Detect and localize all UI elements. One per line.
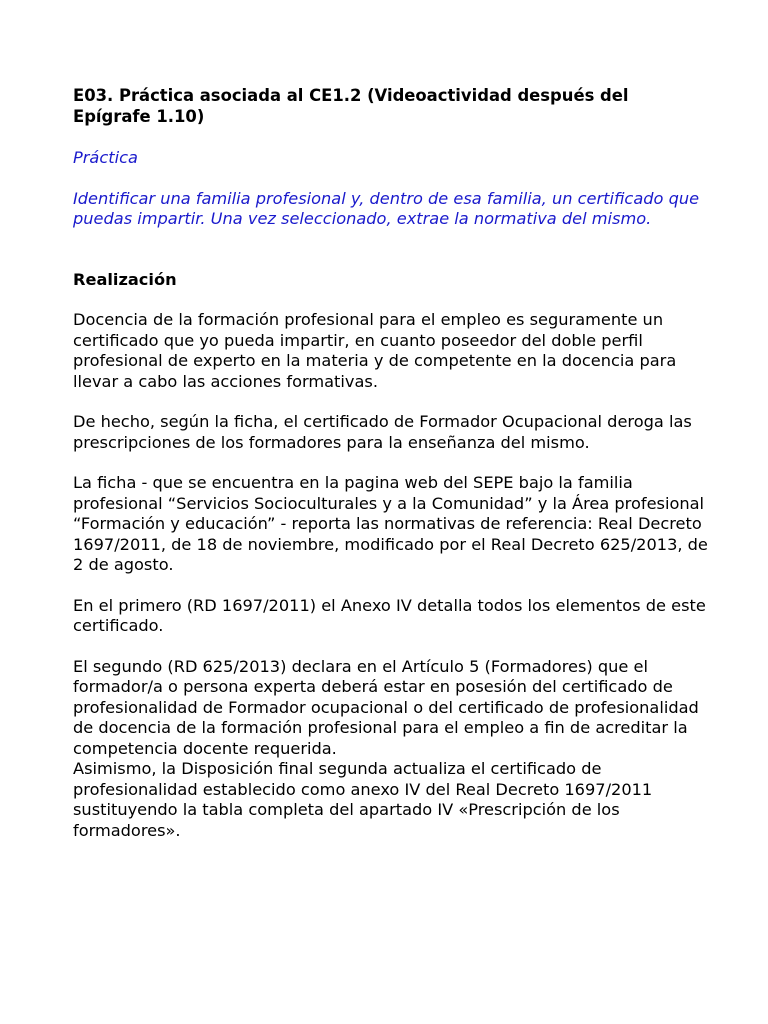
paragraph: Docencia de la formación profesional para el empleo es seguramente un certificado que yo pueda impartir, en cuanto poseedor del doble perfil profesional de experto en la materia y de competente en la docencia para llevar a cabo las acciones formativas. xyxy=(73,310,677,391)
paragraph: En el primero (RD 1697/2011) el Anexo IV detalla todos los elementos de este certificado. xyxy=(73,595,706,635)
practice-instructions: Identificar una familia profesional y, dentro de esa familia, un certificado que puedas impartir. Una vez seleccionado, extrae la normativa del mismo. xyxy=(73,188,700,228)
paragraph: El segundo (RD 625/2013) declara en el Artículo 5 (Formadores) que el formador/a o persona experta deberá estar en posesión del certificado de profesionalidad de Formador ocupacional o del certificado de profesionalidad de docencia de la formación profesional para el empleo a fin de acreditar la competencia docente requerida. xyxy=(73,656,699,758)
practice-subtitle: Práctica xyxy=(73,148,138,167)
paragraph: Asimismo, la Disposición final segunda actualiza el certificado de profesionalidad establecido como anexo IV del Real Decreto 1697/2011 sustituyendo la tabla completa del apartado IV «Prescripción de los formadores». xyxy=(73,759,653,840)
paragraph: La ficha - que se encuentra en la pagina web del SEPE bajo la familia profesional “Servicios Socioculturales y a la Comunidad” y la Área profesional “Formación y educación” - reporta las normativas de referencia: Real Decreto 1697/2011, de 18 de noviembre, modificado por el Real Decreto 625/2013, de 2 de agosto. xyxy=(73,473,708,574)
paragraph: De hecho, según la ficha, el certificado de Formador Ocupacional deroga las prescripciones de los formadores para la enseñanza del mismo. xyxy=(73,412,692,452)
document-title: E03. Práctica asociada al CE1.2 (Videoactividad después del Epígrafe 1.10) xyxy=(73,86,629,126)
section-heading: Realización xyxy=(73,269,177,289)
